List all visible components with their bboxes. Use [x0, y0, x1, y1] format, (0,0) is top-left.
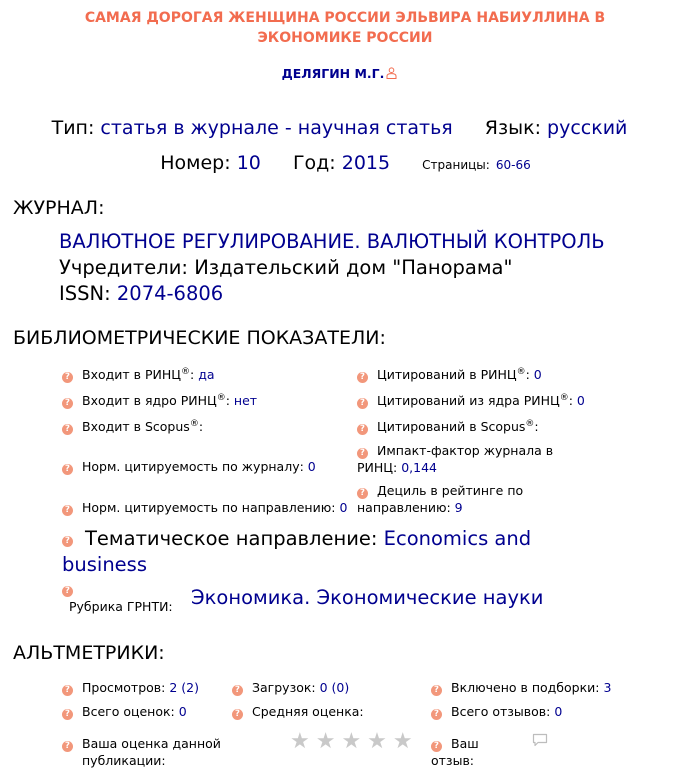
metric-rinc-core: ? Входит в ядро РИНЦ®: нет [62, 392, 257, 409]
help-icon[interactable]: ? [357, 398, 368, 409]
issn-label: ISSN: [59, 282, 111, 305]
metric-norm-journal: ? Норм. цитируемость по журналу: 0 [62, 458, 316, 475]
decile-value: 9 [454, 500, 463, 515]
help-icon[interactable]: ? [62, 464, 73, 475]
help-icon[interactable]: ? [62, 741, 73, 752]
ratings-value: 0 [178, 704, 187, 719]
help-icon[interactable]: ? [357, 372, 368, 383]
help-icon[interactable]: ? [232, 709, 243, 720]
pages-label: Страницы: [422, 158, 490, 172]
year-label: Год: [292, 152, 336, 174]
alt-your-rating: ? Ваша оценка данной публикации: [62, 735, 221, 769]
impact-value: 0,144 [401, 460, 437, 475]
rating-stars[interactable]: ★★★★★ [290, 729, 419, 754]
person-icon [386, 67, 397, 79]
type-label: Тип: [51, 117, 95, 139]
metric-rinc: ? Входит в РИНЦ®: да [62, 366, 215, 383]
type-value[interactable]: статья в журнале - научная статья [100, 117, 453, 139]
help-icon[interactable]: ? [62, 586, 73, 597]
journal-heading: ЖУРНАЛ: [13, 197, 105, 219]
journal-name[interactable]: ВАЛЮТНОЕ РЕГУЛИРОВАНИЕ. ВАЛЮТНЫЙ КОНТРОЛЬ [59, 230, 605, 253]
collections-value[interactable]: 3 [603, 680, 612, 695]
journal-issn [59, 281, 605, 307]
reviews-value: 0 [554, 704, 563, 719]
pages-value: 60-66 [495, 158, 531, 172]
meta-number-year [6, 151, 679, 177]
norm-direction-value: 0 [339, 500, 348, 515]
meta-type-lang [0, 116, 679, 140]
alt-views: ? Просмотров: 2 (2) [62, 679, 199, 696]
views-value: 2 (2) [169, 680, 199, 695]
help-icon[interactable]: ? [62, 505, 73, 516]
norm-journal-value: 0 [307, 459, 316, 474]
help-icon[interactable]: ? [232, 685, 243, 696]
rubric-label: Рубрика ГРНТИ: [69, 599, 173, 614]
help-icon[interactable]: ? [431, 685, 442, 696]
alt-your-review: ? Ваш отзыв: [431, 736, 479, 768]
rinc-core-value: нет [233, 393, 258, 408]
article-title: САМАЯ ДОРОГАЯ ЖЕНЩИНА РОССИИ ЭЛЬВИРА НАБИУЛЛИНА В ЭКОНОМИКЕ РОССИИ [84, 10, 606, 46]
comment-icon[interactable] [532, 733, 548, 747]
metric-impact-factor: ? Импакт-фактор журнала в РИНЦ: 0,144 [357, 443, 554, 475]
alt-reviews: ? Всего отзывов: 0 [431, 703, 562, 720]
metric-cit-core: ? Цитирований из ядра РИНЦ®: 0 [357, 392, 585, 409]
help-icon[interactable]: ? [357, 448, 368, 459]
downloads-value: 0 (0) [319, 680, 350, 695]
topic-direction [62, 526, 582, 578]
number-value[interactable]: 10 [236, 152, 261, 174]
cit-core-value: 0 [576, 393, 585, 408]
help-icon[interactable]: ? [62, 424, 73, 435]
metric-scopus: ? Входит в Scopus®: [62, 418, 203, 435]
number-label: Номер: [160, 152, 231, 174]
help-icon[interactable]: ? [357, 488, 368, 499]
help-icon[interactable]: ? [62, 536, 73, 547]
year-value: 2015 [341, 152, 391, 174]
alt-downloads: ? Загрузок: 0 (0) [232, 679, 349, 696]
author-link[interactable]: ДЕЛЯГИН М.Г. [281, 66, 385, 81]
altmetrics-heading: АЛЬТМЕТРИКИ: [13, 642, 165, 664]
lang-label: Язык: [484, 117, 541, 139]
rinc-value: да [198, 367, 215, 382]
journal-block [59, 229, 605, 307]
metric-cit-rinc: ? Цитирований в РИНЦ®: 0 [357, 366, 542, 383]
issn-value: 2074-6806 [116, 282, 224, 305]
alt-ratings: ? Всего оценок: 0 [62, 703, 187, 720]
bibliometrics-heading: БИБЛИОМЕТРИЧЕСКИЕ ПОКАЗАТЕЛИ: [13, 327, 386, 349]
help-icon[interactable]: ? [62, 709, 73, 720]
author-line [0, 66, 679, 82]
help-icon[interactable]: ? [357, 424, 368, 435]
metric-decile: ? Дециль в рейтинге по направлению: 9 [357, 483, 524, 515]
alt-average: ? Средняя оценка: [232, 703, 364, 720]
rubric-value[interactable]: Экономика. Экономические науки [191, 586, 544, 609]
lang-value: русский [547, 117, 628, 139]
help-icon[interactable]: ? [62, 398, 73, 409]
metric-norm-direction: ? Норм. цитируемость по направлению: 0 [62, 499, 347, 516]
help-icon[interactable]: ? [62, 372, 73, 383]
journal-founders: Учредители: Издательский дом "Панорама" [59, 256, 513, 279]
topic-label: Тематическое направление: [85, 527, 378, 550]
help-icon[interactable]: ? [431, 741, 442, 752]
cit-rinc-value: 0 [533, 367, 542, 382]
alt-collections: ? Включено в подборки: 3 [431, 679, 611, 696]
help-icon[interactable]: ? [62, 685, 73, 696]
metric-cit-scopus: ? Цитирований в Scopus®: [357, 418, 539, 435]
help-icon[interactable]: ? [431, 709, 442, 720]
topic-value[interactable]: Economics and business [62, 527, 532, 576]
